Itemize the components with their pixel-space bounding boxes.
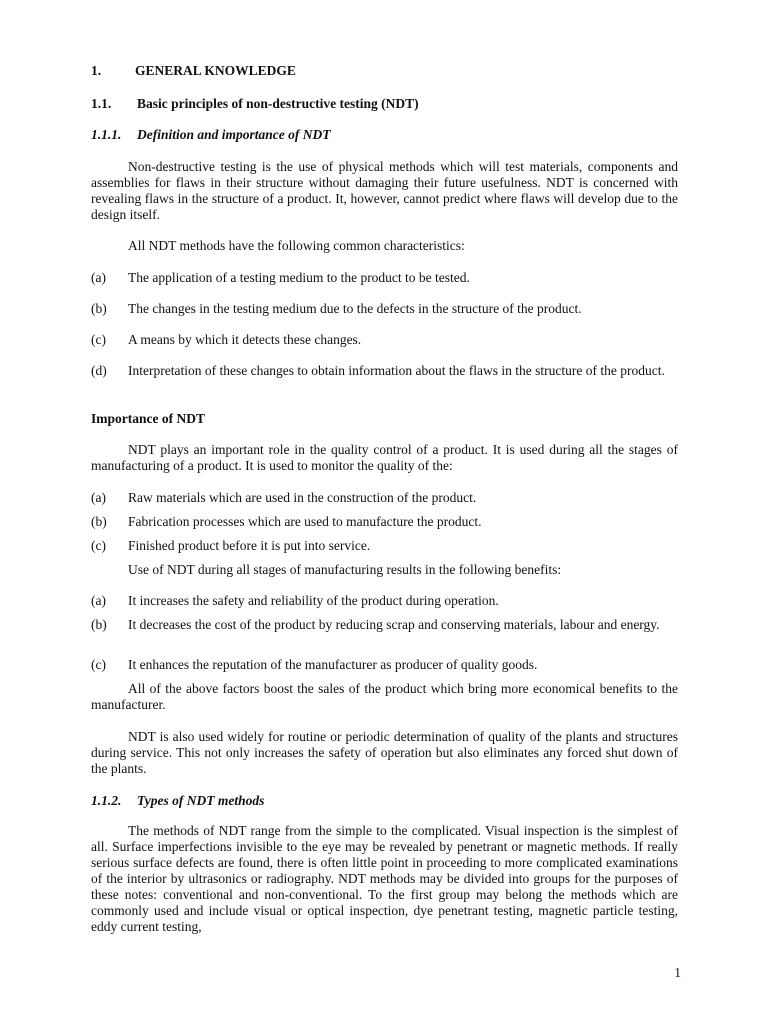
list-item — [91, 593, 678, 609]
definition-paragraph: Non-destructive testing is the use of physical methods which will test materials, components and assemblies for flaws in their structure without damaging their future usefulness. NDT is concerned with revealing flaws in the structure of a product. It, however, cannot predict where flaws will develop due to the design itself. — [91, 159, 678, 222]
list-item — [91, 490, 678, 506]
list-marker: (c) — [91, 538, 106, 553]
section-heading-1-1-2 — [91, 793, 678, 809]
section-heading-1-1 — [91, 96, 678, 112]
section-number: 1.1.2. — [91, 793, 122, 808]
list-marker: (c) — [91, 657, 106, 672]
list-item — [91, 332, 678, 348]
section-title: Basic principles of non-destructive testing (NDT) — [137, 96, 419, 111]
list-item — [91, 514, 678, 530]
importance-heading: Importance of NDT — [91, 411, 205, 426]
list-text: It enhances the reputation of the manufacturer as producer of quality goods. — [128, 657, 538, 672]
list-item — [91, 617, 678, 633]
list-marker: (c) — [91, 332, 106, 347]
sales-paragraph: All of the above factors boost the sales of the product which bring more economical benefits to the manufacturer. — [91, 681, 678, 712]
list-text: Fabrication processes which are used to manufacture the product. — [128, 514, 482, 529]
list-item — [91, 538, 678, 554]
importance-paragraph: NDT plays an important role in the quality control of a product. It is used during all the stages of manufacturing of a product. It is used to monitor the quality of the: — [91, 442, 678, 473]
list-text: It decreases the cost of the product by reducing scrap and conserving materials, labour and energy. — [128, 617, 660, 632]
list-text: The application of a testing medium to the product to be tested. — [128, 270, 470, 285]
list-marker: (b) — [91, 617, 107, 632]
section-title: Types of NDT methods — [137, 793, 265, 808]
list-text: The changes in the testing medium due to the defects in the structure of the product. — [128, 301, 582, 316]
list-text: Raw materials which are used in the construction of the product. — [128, 490, 477, 505]
list-marker: (a) — [91, 593, 106, 608]
list-item — [91, 270, 678, 286]
list-item — [91, 363, 678, 379]
list-marker: (a) — [91, 270, 106, 285]
list-text: A means by which it detects these changes. — [128, 332, 362, 347]
section-number: 1. — [91, 63, 102, 78]
benefits-intro: Use of NDT during all stages of manufacturing results in the following benefits: — [128, 562, 562, 577]
list-text: Finished product before it is put into service. — [128, 538, 371, 553]
section-heading-1 — [91, 63, 678, 79]
list-item — [91, 301, 678, 317]
list-marker: (b) — [91, 514, 107, 529]
page-number: 1 — [674, 965, 681, 980]
section-number: 1.1. — [91, 96, 112, 111]
service-paragraph: NDT is also used widely for routine or periodic determination of quality of the plants and structures during service. This not only increases the safety of operation but also eliminates any forced shut down of the plants. — [91, 729, 678, 776]
section-heading-1-1-1 — [91, 127, 678, 143]
list-marker: (b) — [91, 301, 107, 316]
section-title: GENERAL KNOWLEDGE — [135, 63, 296, 78]
methods-paragraph: The methods of NDT range from the simple to the complicated. Visual inspection is the simplest of all. Surface imperfections invisible to the eye may be revealed by penetrant or magnetic methods. If really serious surface defects are found, there is often little point in proceeding to more complicated examinations of the interior by ultrasonics or radiography. NDT methods may be divided into groups for the purposes of these notes: conventional and non-conventional. To the first group may belong the methods which are commonly used and include visual or optical inspection, dye penetrant testing, magnetic particle testing, eddy current testing, — [91, 823, 678, 934]
list-item — [91, 657, 678, 673]
list-marker: (a) — [91, 490, 106, 505]
section-number: 1.1.1. — [91, 127, 122, 142]
list-marker: (d) — [91, 363, 107, 378]
characteristics-intro: All NDT methods have the following common characteristics: — [128, 238, 465, 253]
section-title: Definition and importance of NDT — [137, 127, 331, 142]
list-text: Interpretation of these changes to obtain information about the flaws in the structure of the product. — [128, 363, 665, 378]
list-text: It increases the safety and reliability of the product during operation. — [128, 593, 499, 608]
